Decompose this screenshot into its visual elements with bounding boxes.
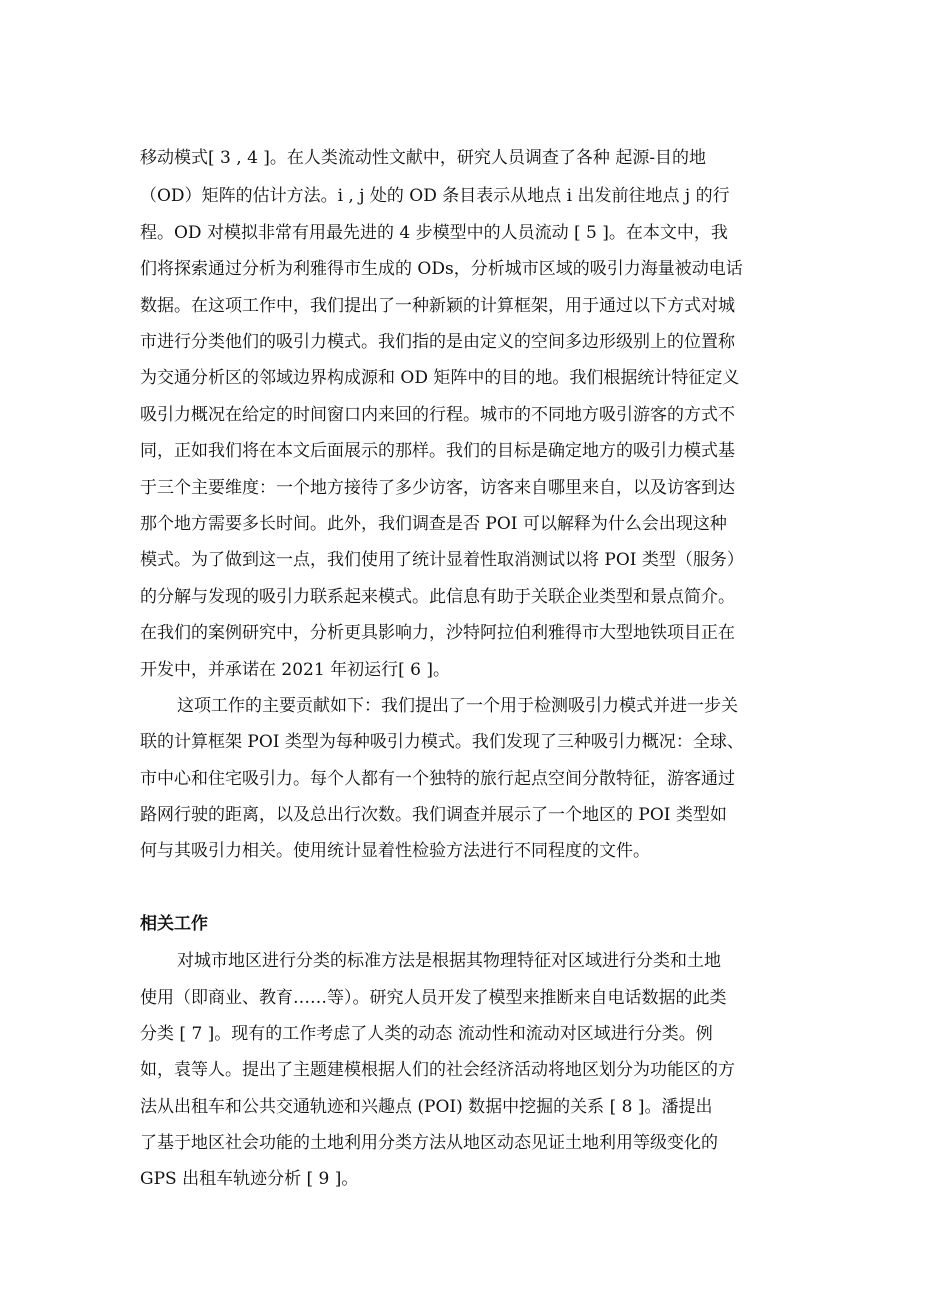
paragraph-1-line: 开发中，并承诺在 2021 年初运行[ 6 ]。 — [140, 660, 450, 680]
paragraph-2-line: 何与其吸引力相关。使用统计显着性检验方法进行不同程度的文件。 — [140, 841, 650, 861]
paragraph-1-line: 移动模式[ 3 , 4 ]。在人类流动性文献中，研究人员调查了各种 起源-目的地 — [140, 148, 707, 168]
paragraph-1-line: 市进行分类他们的吸引力模式。我们指的是由定义的空间多边形级别上的位置称 — [140, 332, 735, 352]
paragraph-1-line: （OD）矩阵的估计方法。i , j 处的 OD 条目表示从地点 i 出发前往地点 j 的行 — [140, 186, 730, 206]
paragraph-3-line: 如，袁等人。提出了主题建模根据人们的社会经济活动将地区划分为功能区的方 — [140, 1060, 735, 1080]
paragraph-3-line: GPS 出租车轨迹分析 [ 9 ]。 — [140, 1169, 359, 1189]
paragraph-2-line: 路网行驶的距离，以及总出行次数。我们调查并展示了一个地区的 POI 类型如 — [140, 805, 727, 825]
paragraph-1-line: 于三个主要维度：一个地方接待了多少访客，访客来自哪里来自，以及访客到达 — [140, 478, 735, 498]
paragraph-1-line: 那个地方需要多长时间。此外，我们调查是否 POI 可以解释为什么会出现这种 — [140, 514, 727, 534]
paragraph-1-line: 的分解与发现的吸引力联系起来模式。此信息有助于关联企业类型和景点简介。 — [140, 587, 735, 607]
paragraph-1-line: 程。OD 对模拟非常有用最先进的 4 步模型中的人员流动 [ 5 ]。在本文中，我 — [140, 223, 728, 243]
paragraph-1-line: 同，正如我们将在本文后面展示的那样。我们的目标是确定地方的吸引力模式基 — [140, 441, 735, 461]
paragraph-1-line: 们将探索通过分析为利雅得市生成的 ODs，分析城市区域的吸引力海量被动电话 — [140, 259, 743, 279]
paragraph-3-line: 分类 [ 7 ]。现有的工作考虑了人类的动态 流动性和流动对区域进行分类。例 — [140, 1024, 713, 1044]
paragraph-1-line: 在我们的案例研究中，分析更具影响力，沙特阿拉伯利雅得市大型地铁项目正在 — [140, 623, 735, 643]
paragraph-3-line: 法从出租车和公共交通轨迹和兴趣点 (POI) 数据中挖掘的关系 [ 8 ]。潘提出 — [140, 1097, 713, 1117]
paragraph-2-line: 市中心和住宅吸引力。每个人都有一个独特的旅行起点空间分散特征，游客通过 — [140, 769, 735, 789]
paragraph-2-line: 联的计算框架 POI 类型为每种吸引力模式。我们发现了三种吸引力概况：全球、 — [140, 732, 744, 752]
paragraph-1-line: 模式。为了做到这一点，我们使用了统计显着性取消测试以将 POI 类型（服务） — [140, 550, 744, 570]
paragraph-3-line: 使用（即商业、教育……等）。研究人员开发了模型来推断来自电话数据的此类 — [140, 988, 727, 1008]
paragraph-1-line: 数据。在这项工作中，我们提出了一种新颖的计算框架，用于通过以下方式对城 — [140, 296, 735, 316]
paragraph-1-line: 为交通分析区的邻域边界构成源和 OD 矩阵中的目的地。我们根据统计特征定义 — [140, 368, 740, 388]
paragraph-2-line: 这项工作的主要贡献如下：我们提出了一个用于检测吸引力模式并进一步关 — [177, 696, 738, 716]
section-heading: 相关工作 — [140, 914, 208, 934]
paragraph-1-line: 吸引力概况在给定的时间窗口内来回的行程。城市的不同地方吸引游客的方式不 — [140, 405, 735, 425]
paragraph-3-line: 了基于地区社会功能的土地利用分类方法从地区动态见证土地利用等级变化的 — [140, 1133, 718, 1153]
paragraph-3-line: 对城市地区进行分类的标准方法是根据其物理特征对区域进行分类和土地 — [177, 951, 721, 971]
